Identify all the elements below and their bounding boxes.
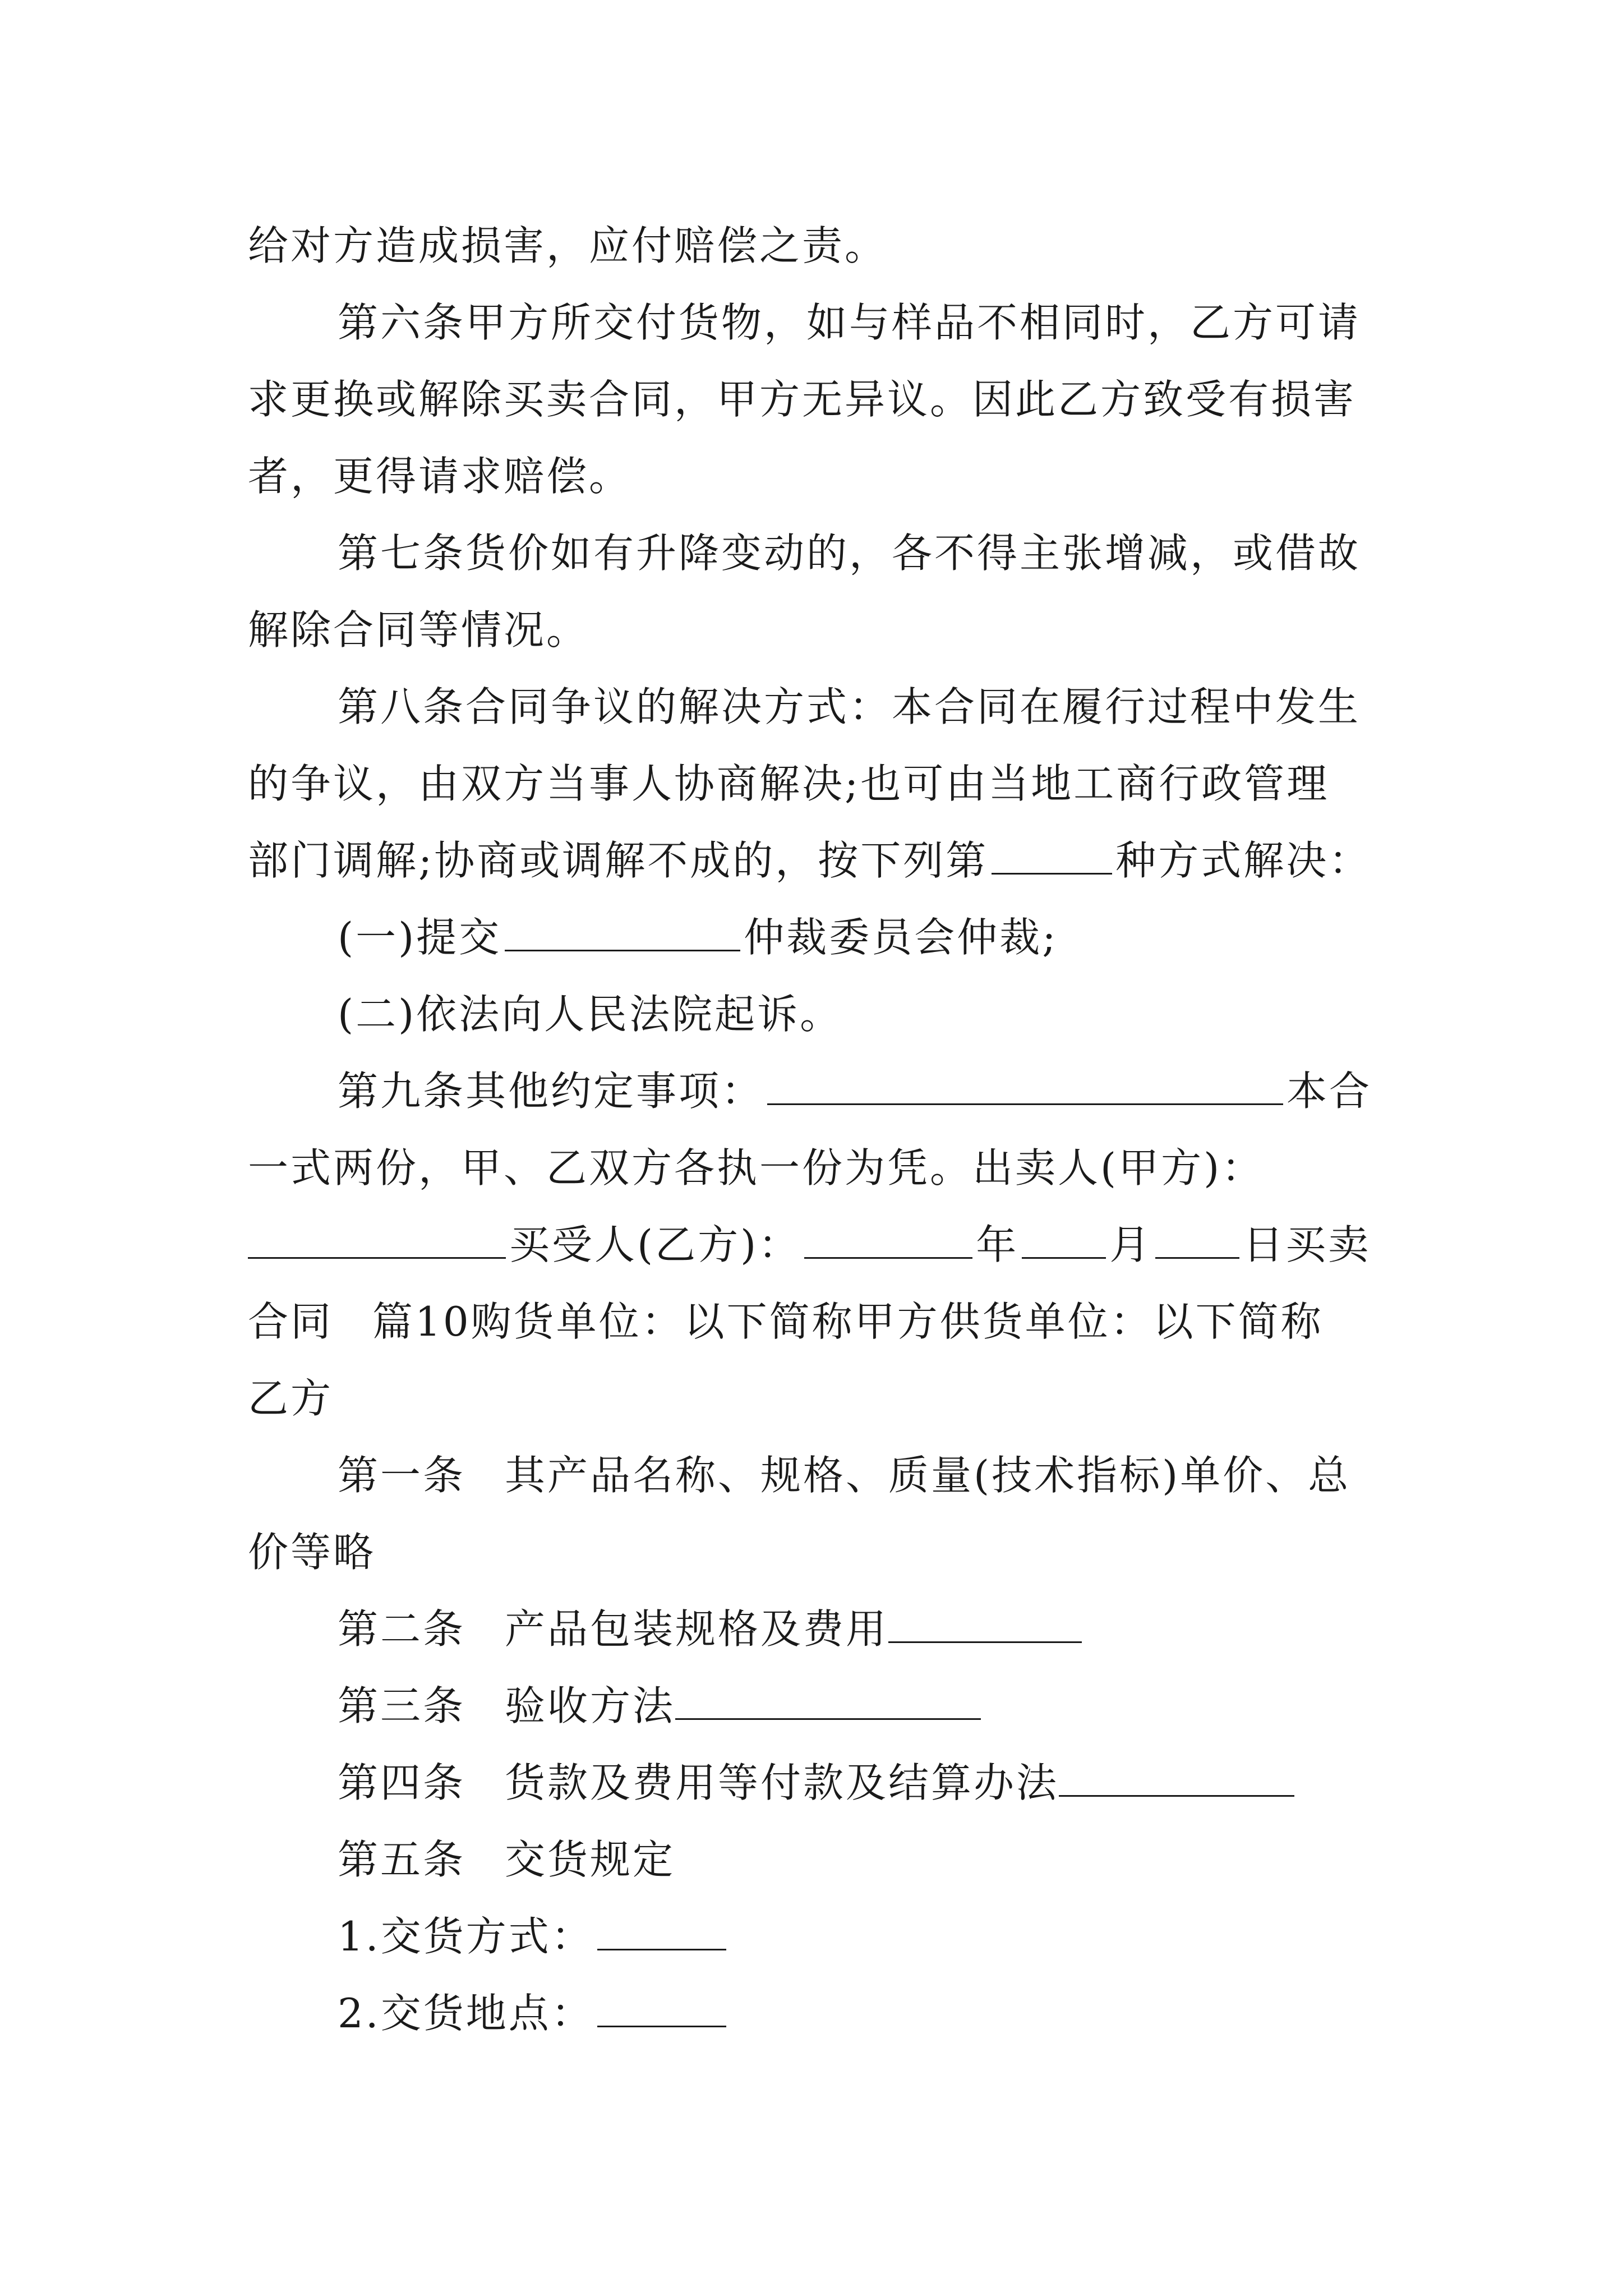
text-line-23-content: 1.交货方式： [338,1913,594,1960]
text-line-14-content-c: 月 [1109,1221,1152,1268]
text-line-13 [248,1130,1392,1207]
text-line-12-content-b: 本合 [1287,1068,1372,1115]
text-line-9 [248,822,1392,899]
fill-blank [888,1608,1082,1643]
text-line-18-content: 价等略 [248,1529,376,1576]
text-line-23 [248,1898,1392,1975]
text-line-10 [248,899,1392,976]
text-line-1 [248,208,1392,284]
text-line-20-content: 第三条 [338,1682,466,1729]
text-line-7-content: 第八条合同争议的解决方式：本合同在履行过程中发生 [338,683,1361,730]
text-line-4 [248,438,1392,515]
text-line-22-content: 第五条 [338,1836,466,1883]
text-line-4-content: 者，更得请求赔偿。 [248,453,632,500]
fill-blank [1059,1761,1294,1797]
document-page [248,208,1392,2052]
text-line-9-content-b: 种方式解决： [1115,837,1372,884]
text-line-22 [248,1821,1392,1898]
text-line-12-content: 第九条其他约定事项： [338,1068,764,1115]
text-line-13-content: 一式两份，甲、乙双方各执一份为凭。出卖人(甲方)： [248,1144,1265,1191]
text-line-10-content-b: 仲裁委员会仲裁; [744,914,1058,961]
text-line-8 [248,746,1392,822]
text-line-19 [248,1591,1392,1668]
text-line-10-content: (一)提交 [338,914,502,961]
text-line-19-content-b: 产品包装规格及费用 [505,1605,889,1653]
fill-blank [1022,1223,1106,1259]
text-line-15 [248,1283,1392,1360]
text-line-17 [248,1437,1392,1514]
text-line-14-content: 买受人(乙方)： [509,1221,801,1268]
text-line-12 [248,1053,1392,1130]
text-line-20 [248,1668,1392,1745]
fill-blank [597,1992,726,2027]
fill-blank [675,1685,981,1720]
text-line-21-content-b: 货款及费用等付款及结算办法 [505,1759,1059,1806]
text-line-22-content-b: 交货规定 [505,1836,676,1883]
text-line-2-content: 第六条甲方所交付货物，如与样品不相同时，乙方可请 [338,299,1361,346]
text-line-6-content: 解除合同等情况。 [248,606,589,654]
text-line-17-content-b: 其产品名称、规格、质量(技术指标)单价、总 [505,1452,1351,1499]
text-line-7 [248,669,1392,746]
text-line-16 [248,1360,1392,1437]
fill-blank [767,1070,1283,1105]
text-line-3-content: 求更换或解除买卖合同，甲方无异议。因此乙方致受有损害 [248,376,1357,423]
text-line-17-content: 第一条 [338,1452,466,1499]
text-line-19-content: 第二条 [338,1605,466,1653]
text-line-18 [248,1514,1392,1591]
text-line-24-content: 2.交货地点： [338,1990,594,2037]
text-line-24 [248,1975,1392,2052]
text-line-15-content-b: 篇10购货单位：以下简称甲方供货单位：以下简称 [372,1298,1324,1345]
text-line-21 [248,1745,1392,1821]
text-line-6 [248,592,1392,669]
text-line-11 [248,976,1392,1053]
text-line-2 [248,284,1392,361]
text-line-9-content: 部门调解;协商或调解不成的，按下列第 [248,837,989,884]
fill-blank [248,1223,506,1259]
fill-blank [992,839,1112,875]
fill-blank [505,916,740,951]
fill-blank [597,1915,726,1950]
text-line-5-content: 第七条货价如有升降变动的，各不得主张增减，或借故 [338,530,1361,577]
text-line-14 [248,1207,1392,1283]
text-line-15-content: 合同 [248,1298,334,1345]
fill-blank [1155,1223,1239,1259]
text-line-5 [248,515,1392,592]
text-line-11-content: (二)依法向人民法院起诉。 [338,991,843,1038]
text-line-20-content-b: 验收方法 [505,1682,676,1729]
text-line-1-content: 给对方造成损害，应付赔偿之责。 [248,222,888,269]
text-line-14-content-b: 年 [976,1221,1019,1268]
text-line-8-content: 的争议，由双方当事人协商解决;也可由当地工商行政管理 [248,760,1330,807]
text-line-3 [248,361,1392,438]
text-line-21-content: 第四条 [338,1759,466,1806]
fill-blank [804,1223,972,1259]
text-line-14-content-d: 日买卖 [1243,1221,1371,1268]
text-line-16-content: 乙方 [248,1375,334,1422]
